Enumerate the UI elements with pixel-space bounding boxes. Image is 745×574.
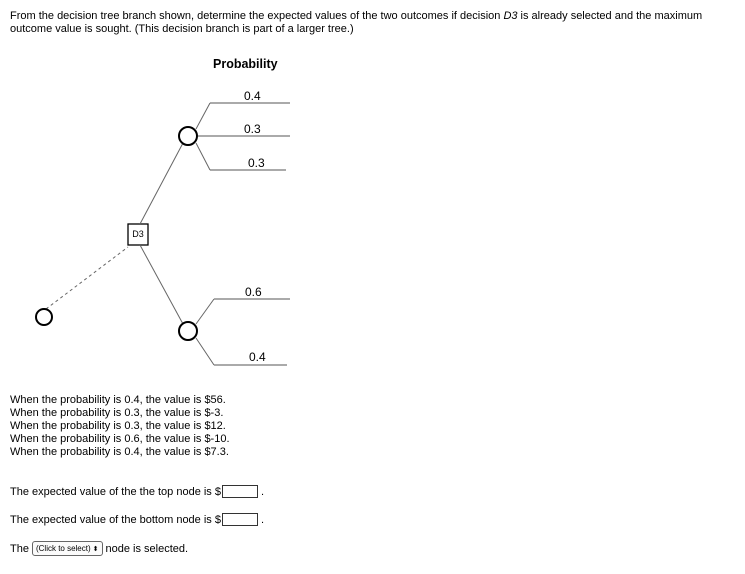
top-probability-3: 0.3 (248, 156, 265, 170)
selection-suffix: node is selected. (105, 542, 189, 555)
node-selection-row (10, 541, 188, 556)
top-branch-3-diagonal (196, 143, 210, 170)
bottom-probability-2: 0.4 (249, 350, 266, 364)
bottom-node-prompt: The expected value of the bottom node is $ (10, 513, 221, 526)
select-label: (Click to select) (35, 544, 91, 553)
decision-node-label: D3 (132, 229, 144, 239)
top-branch-1-diagonal (196, 103, 210, 129)
value-line: When the probability is 0.4, the value is $56. (10, 394, 226, 406)
question-decision-name: D3 (503, 10, 518, 22)
bottom-chance-node (179, 322, 197, 340)
period: . (260, 485, 265, 498)
top-node-answer-row (10, 485, 264, 498)
decision-to-top-chance-branch (140, 143, 183, 224)
probability-header: Probability (213, 57, 278, 71)
bottom-node-answer-row (10, 513, 264, 526)
question-text-part: From the decision tree branch shown, determine the expected values of the two outcomes if decision (10, 10, 504, 22)
top-probability-2: 0.3 (244, 122, 261, 136)
top-node-prompt: The expected value of the the top node is $ (10, 485, 221, 498)
chevron-up-down-icon: ⬍ (92, 545, 99, 553)
value-line: When the probability is 0.3, the value is $12. (10, 420, 226, 432)
bottom-probability-1: 0.6 (245, 285, 262, 299)
root-to-decision-branch (46, 247, 128, 309)
root-chance-node (36, 309, 52, 325)
bottom-branch-1-diagonal (196, 299, 214, 324)
value-line: When the probability is 0.3, the value is $-3. (10, 407, 224, 419)
decision-to-bottom-chance-branch (140, 245, 183, 324)
top-chance-node (179, 127, 197, 145)
top-node-value-input[interactable] (222, 485, 258, 498)
node-select-dropdown[interactable] (32, 541, 103, 556)
value-line: When the probability is 0.6, the value is $-10. (10, 433, 230, 445)
question-text-part: is already selected and the maximum outcome value is sought. (This decision branch is part of a larger tree.) (10, 10, 703, 35)
value-line: When the probability is 0.4, the value is $7.3. (10, 446, 229, 458)
bottom-branch-2-diagonal (196, 338, 214, 365)
period: . (260, 513, 265, 526)
bottom-node-value-input[interactable] (222, 513, 258, 526)
values-list (10, 394, 230, 459)
top-probability-1: 0.4 (244, 89, 261, 103)
selection-prefix: The (10, 542, 29, 555)
